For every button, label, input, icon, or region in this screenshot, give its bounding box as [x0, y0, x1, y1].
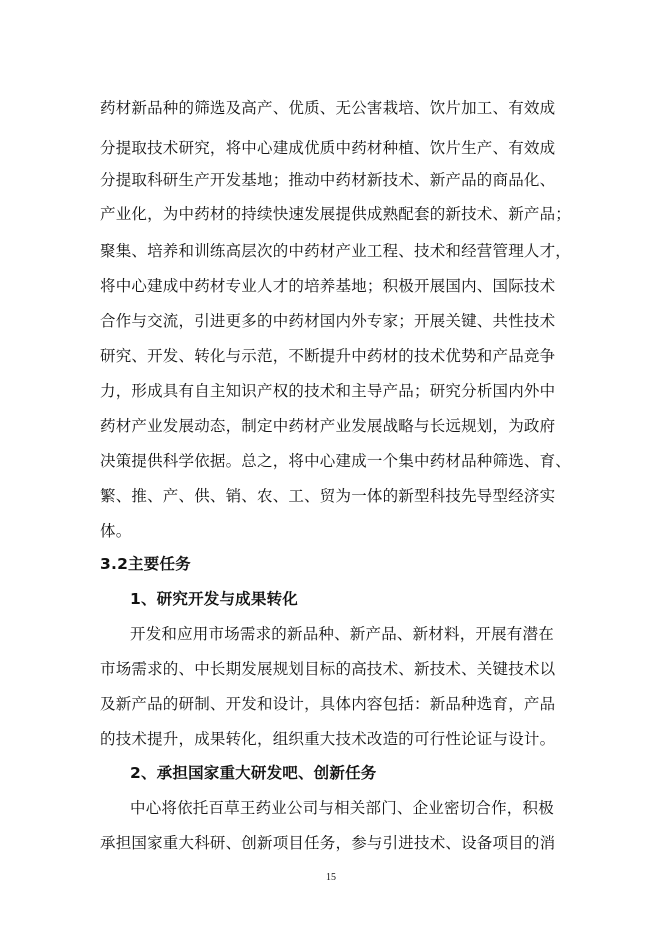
task1-line: 及新产品的研制、开发和设计，具体内容包括：新品种选育，产品	[100, 695, 556, 713]
paragraph-line: 合作与交流，引进更多的中药材国内外专家；开展关键、共性技术	[100, 312, 556, 330]
paragraph-line: 力，形成具有自主知识产权的技术和主导产品；研究分析国内外中	[100, 382, 556, 400]
paragraph-line: 分提取技术研究，将中心建成优质中药材种植、饮片生产、有效成	[100, 139, 556, 157]
page-number: 15	[326, 872, 336, 883]
paragraph-line: 分提取科研生产开发基地；推动中药材新技术、新产品的商品化、	[100, 171, 556, 189]
task2-line: 承担国家重大科研、创新项目任务，参与引进技术、设备项目的消	[100, 834, 556, 852]
paragraph-line: 研究、开发、转化与示范，不断提升中药材的技术优势和产品竞争	[100, 347, 556, 365]
paragraph-line: 产业化，为中药材的持续快速发展提供成熟配套的新技术、新产品；	[100, 205, 572, 223]
paragraph-line: 繁、推、产、供、销、农、工、贸为一体的新型科技先导型经济实	[100, 487, 556, 505]
task1-line: 的技术提升，成果转化，组织重大技术改造的可行性论证与设计。	[100, 730, 556, 748]
paragraph-line: 将中心建成中药材专业人才的培养基地；积极开展国内、国际技术	[100, 277, 556, 295]
paragraph-line: 决策提供科学依据。总之，将中心建成一个集中药材品种筛选、育、	[100, 452, 572, 470]
section-heading: 3.2主要任务	[100, 555, 191, 573]
paragraph-line: 体。	[100, 522, 132, 540]
paragraph-line: 聚集、培养和训练高层次的中药材产业工程、技术和经营管理人才，	[100, 242, 572, 260]
task1-line: 市场需求的、中长期发展规划目标的高技术、新技术、关键技术以	[100, 660, 556, 678]
paragraph-line: 药材新品种的筛选及高产、优质、无公害栽培、饮片加工、有效成	[100, 99, 556, 117]
paragraph-line: 药材产业发展动态，制定中药材产业发展战略与长远规划，为政府	[100, 417, 556, 435]
task2-line: 中心将依托百草王药业公司与相关部门、企业密切合作，积极	[130, 799, 554, 817]
task1-line: 开发和应用市场需求的新品种、新产品、新材料，开展有潜在	[130, 625, 554, 643]
task1-heading: 1、研究开发与成果转化	[130, 590, 298, 608]
task2-heading: 2、承担国家重大研发吧、创新任务	[130, 764, 377, 782]
